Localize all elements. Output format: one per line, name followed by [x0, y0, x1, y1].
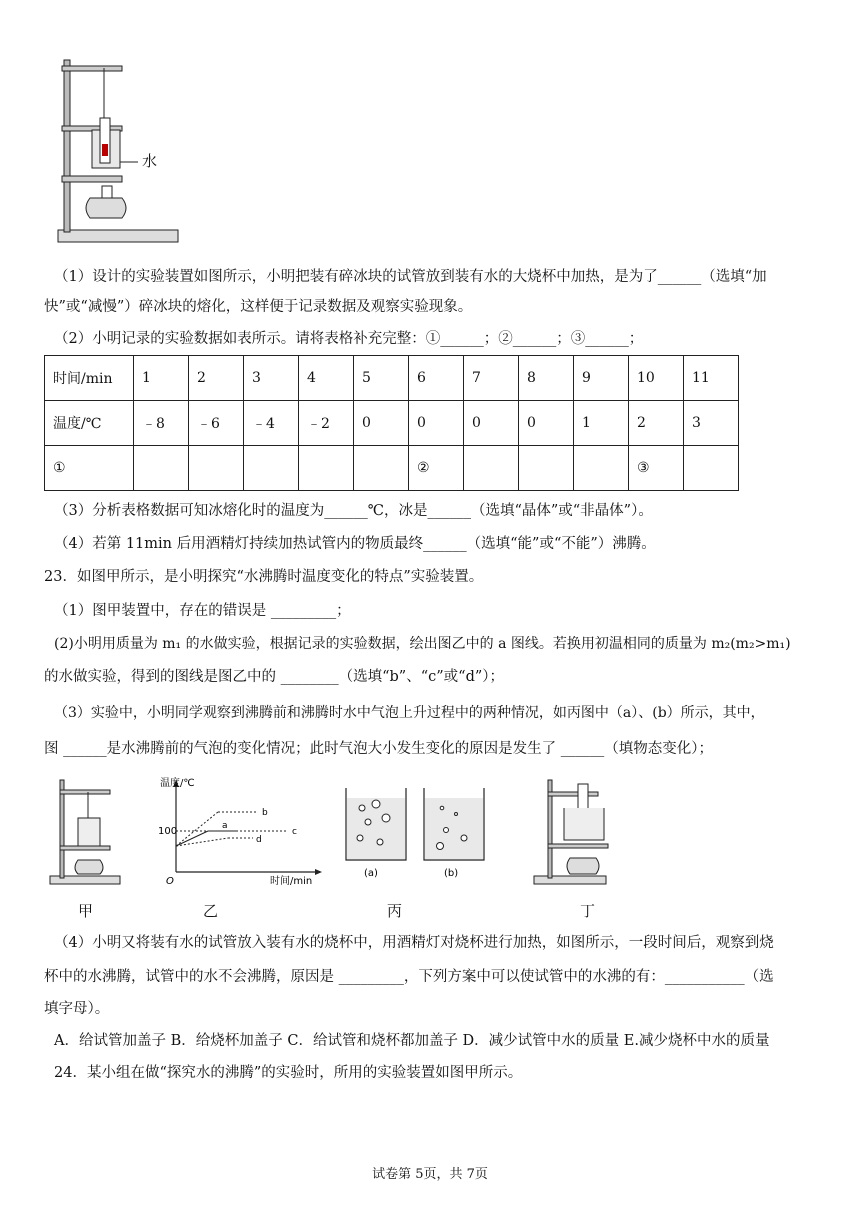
q23-4-line3: 填字母）。 [44, 1001, 110, 1017]
melting-data-table [44, 355, 739, 491]
table-cell: 3 [244, 356, 299, 401]
graph-label-a: a [222, 821, 228, 831]
q4-text: （4）若第 11min 后用酒精灯持续加热试管内的物质最终______（选填“能”或“不能”）沸腾。 [54, 536, 656, 552]
table-cell: 9 [574, 356, 629, 401]
q1-line2: 快”或“减慢”）碎冰块的熔化，这样便于记录数据及观察实验现象。 [44, 299, 473, 315]
caption-yi: 乙 [203, 902, 219, 920]
graph-ylabel: 温度/℃ [160, 778, 195, 789]
table-cell: 1 [574, 401, 629, 446]
q23-3-line1: （3）实验中，小明同学观察到沸腾前和沸腾时水中气泡上升过程中的两种情况，如丙图中（a）、(b）所示，其中， [54, 705, 765, 721]
caption-ding: 丁 [580, 902, 596, 920]
q24-title: 24．某小组在做“探究水的沸腾”的实验时，所用的实验装置如图甲所示。 [54, 1065, 523, 1081]
q23-3-line2: 图 ______是水沸腾前的气泡的变化情况；此时气泡大小发生变化的原因是发生了 ______（填物态变化）； [44, 741, 713, 757]
q2-text: （2）小明记录的实验数据如表所示。请将表格补充完整：①______；②______；③______； [54, 331, 644, 347]
table-row-time [45, 356, 739, 401]
table-cell: 1 [134, 356, 189, 401]
table-cell: 5 [354, 356, 409, 401]
q23-2-line1: (2)小明用质量为 m₁ 的水做实验，根据记录的实验数据，绘出图乙中的 a 图线。若换用初温相同的质量为 m₂(m₂>m₁) [54, 636, 791, 652]
table-cell [244, 446, 299, 491]
q23-4-line1: （4）小明又将装有水的试管放入装有水的烧杯中，用酒精灯对烧杯进行加热，如图所示，一段时间后，观察到烧 [54, 935, 774, 951]
q23-4-options: A．给试管加盖子 B．给烧杯加盖子 C．给试管和烧杯都加盖子 D．减少试管中水的质量 E.减少烧杯中水的质量 [54, 1033, 770, 1049]
table-cell: 7 [464, 356, 519, 401]
q23-title: 23．如图甲所示，是小明探究“水沸腾时温度变化的特点”实验装置。 [44, 569, 484, 585]
table-row-temp [45, 401, 739, 446]
table-cell: ﹣8 [134, 401, 189, 446]
table-cell [684, 446, 739, 491]
table-cell: 4 [299, 356, 354, 401]
graph-label-d: d [256, 835, 262, 845]
graph-xlabel: 时间/min [270, 876, 313, 887]
table-cell [464, 446, 519, 491]
caption-jia: 甲 [78, 902, 94, 920]
table-cell: ③ [629, 446, 684, 491]
graph-tick-100: 100 [158, 826, 178, 837]
table-cell: ② [409, 446, 464, 491]
table-cell: 8 [519, 356, 574, 401]
q1-line1: （1）设计的实验装置如图所示，小明把装有碎冰块的试管放到装有水的大烧杯中加热，是为了______（选填“加 [54, 269, 767, 285]
table-cell: 0 [519, 401, 574, 446]
table-cell: ① [45, 446, 134, 491]
table-cell: ﹣2 [299, 401, 354, 446]
table-cell [354, 446, 409, 491]
table-cell: 时间/min [45, 356, 134, 401]
table-cell: 2 [629, 401, 684, 446]
table-cell: 0 [464, 401, 519, 446]
table-cell: ﹣6 [189, 401, 244, 446]
table-cell: 10 [629, 356, 684, 401]
ice-melting-apparatus-figure [54, 58, 184, 248]
table-cell [519, 446, 574, 491]
q3-text: （3）分析表格数据可知冰熔化时的温度为______℃，冰是______（选填“晶体”或“非晶体”）。 [54, 503, 653, 519]
page-footer: 试卷第 5页，共 7页 [372, 1167, 488, 1182]
caption-bing: 丙 [387, 902, 403, 920]
table-cell [134, 446, 189, 491]
figure-bing-bubbles [340, 786, 490, 880]
table-cell [189, 446, 244, 491]
q23-4-line2: 杯中的水沸腾，试管中的水不会沸腾，原因是 _________，下列方案中可以使试管中的水沸的有：___________（选 [44, 969, 774, 985]
graph-origin: O [166, 876, 174, 887]
water-label: 水 [142, 152, 158, 170]
graph-label-c: c [292, 827, 297, 837]
table-cell: 6 [409, 356, 464, 401]
table-cell: 11 [684, 356, 739, 401]
q23-1: （1）图甲装置中，存在的错误是 _________； [54, 603, 351, 619]
table-cell: ﹣4 [244, 401, 299, 446]
table-cell: 3 [684, 401, 739, 446]
q23-2-line2: 的水做实验，得到的图线是图乙中的 ________（选填“b”、“c”或“d”）； [44, 669, 505, 685]
figure-ding-apparatus [530, 778, 630, 888]
graph-label-b: b [262, 808, 268, 818]
table-row-state [45, 446, 739, 491]
table-cell: 温度/℃ [45, 401, 134, 446]
table-cell: 0 [354, 401, 409, 446]
table-cell: 2 [189, 356, 244, 401]
figure-jia-apparatus [48, 778, 128, 888]
table-cell [299, 446, 354, 491]
bubble-label-b: (b) [444, 868, 459, 879]
bubble-label-a: (a) [364, 868, 378, 879]
figure-yi-graph [158, 776, 328, 888]
table-cell: 0 [409, 401, 464, 446]
table-cell [574, 446, 629, 491]
